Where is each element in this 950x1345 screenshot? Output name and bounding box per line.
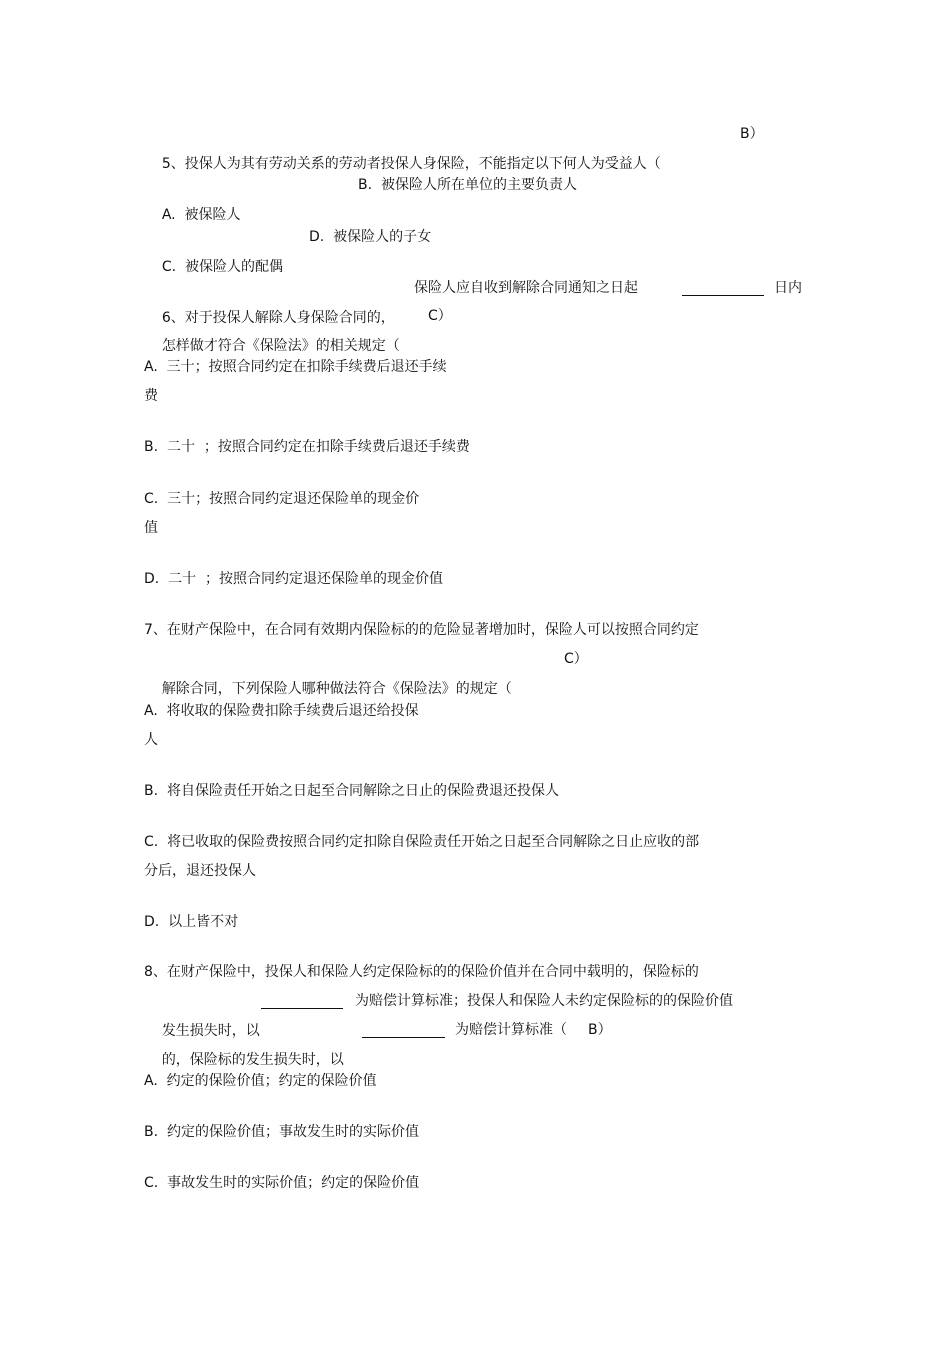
q5-option-d: D. 被保险人的子女 — [309, 229, 432, 245]
q8-answer: B） — [588, 1022, 612, 1038]
q6-option-d: D. 二十 ；按照合同约定退还保险单的现金价值 — [144, 571, 444, 587]
q7-option-b: B. 将自保险责任开始之日起至合同解除之日止的保险费退还投保人 — [144, 783, 559, 799]
q7-option-a-cont: 人 — [144, 732, 158, 748]
q8-stem-line1: 8、在财产保险中，投保人和保险人约定保险标的的保险价值并在合同中载明的，保险标的 — [144, 964, 699, 980]
q7-stem-text: 解除合同，下列保险人哪种做法符合《保险法》的规定（ — [161, 681, 512, 697]
q7-option-d: D. 以上皆不对 — [144, 914, 239, 930]
q6-answer: C） — [428, 308, 452, 324]
q5-option-b: B. 被保险人所在单位的主要负责人 — [358, 177, 577, 193]
q6-option-c-cont: 值 — [144, 520, 158, 536]
q7-option-c: C. 将已收取的保险费按照合同约定扣除自保险责任开始之日起至合同解除之日止应收的部 — [144, 834, 700, 850]
q8-stem-line2-b: 为赔偿计算标准；投保人和保险人未约定保险标的的保险价值 — [355, 993, 733, 1009]
q7-stem-line1: 7、在财产保险中，在合同有效期内保险标的的危险显著增加时，保险人可以按照合同约定 — [144, 622, 699, 638]
q7-option-a: A. 将收取的保险费扣除手续费后退还给投保 — [144, 703, 419, 719]
q8-option-a: A. 约定的保险价值；约定的保险价值 — [144, 1073, 377, 1089]
q8-blank-1 — [261, 1007, 343, 1009]
q5-option-a: A. 被保险人 — [161, 207, 241, 223]
q6-option-a: A. 三十；按照合同约定在扣除手续费后退还手续 — [144, 359, 447, 375]
q6-stem-text: 怎样做才符合《保险法》的相关规定（ — [161, 338, 400, 354]
q6-option-a-cont: 费 — [144, 388, 158, 404]
q6-option-c: C. 三十；按照合同约定退还保险单的现金价 — [144, 491, 420, 507]
q8-stem-line2-a: 发生损失时，以 — [161, 1023, 260, 1039]
q8-blank-2 — [362, 1036, 445, 1038]
q8-stem-line3-b: 为赔偿计算标准（ — [455, 1022, 567, 1038]
q6-option-b: B. 二十 ；按照合同约定在扣除手续费后退还手续费 — [144, 439, 470, 455]
q8-option-b: B. 约定的保险价值；事故发生时的实际价值 — [144, 1124, 419, 1140]
q8-stem-line3-a: 的，保险标的发生损失时，以 — [161, 1052, 344, 1068]
q5-stem: 5、投保人为其有劳动关系的劳动者投保人身保险，不能指定以下何人为受益人（ — [161, 156, 661, 172]
q5-option-c: C. 被保险人的配偶 — [161, 259, 283, 275]
q7-answer: C） — [564, 651, 588, 667]
q5-answer: B） — [740, 126, 764, 142]
q8-option-c: C. 事故发生时的实际价值；约定的保险价值 — [144, 1175, 420, 1191]
q6-stem-part1: 6、对于投保人解除人身保险合同的， — [161, 310, 395, 326]
q6-blank — [682, 294, 764, 296]
q6-stem-part3: 日内 — [774, 280, 802, 296]
q6-stem-part2: 保险人应自收到解除合同通知之日起 — [414, 280, 638, 296]
q7-option-c-cont: 分后，退还投保人 — [144, 863, 256, 879]
